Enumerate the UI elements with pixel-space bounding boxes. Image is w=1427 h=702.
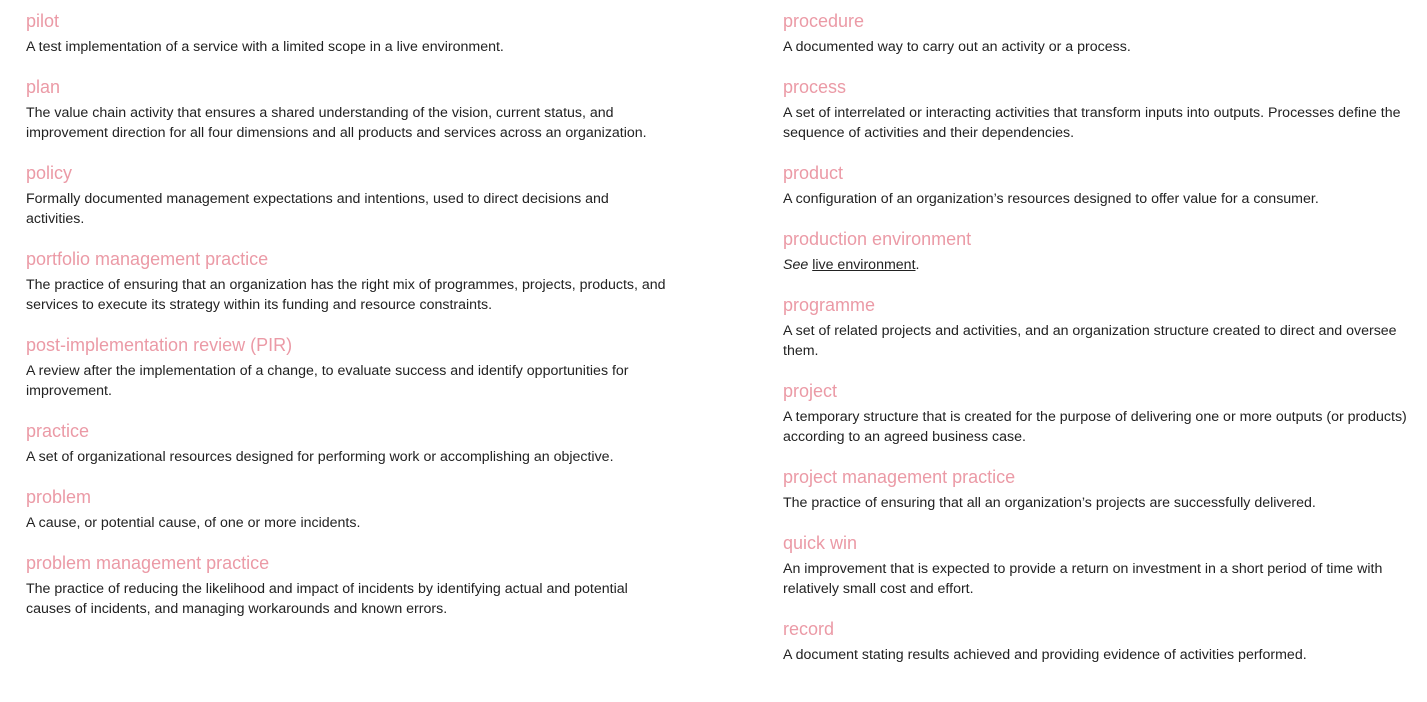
glossary-definition: A test implementation of a service with a limited scope in a live environment. xyxy=(26,39,504,55)
glossary-entry-procedure xyxy=(783,9,1408,57)
glossary-entry-pilot xyxy=(26,9,666,57)
glossary-term: problem xyxy=(26,487,92,507)
glossary-entry-project xyxy=(783,379,1408,447)
glossary-term: post-implementation review (PIR) xyxy=(26,335,293,355)
glossary-entry-problem-management-practice xyxy=(26,551,666,619)
glossary-entry-plan xyxy=(26,75,666,143)
glossary-term: programme xyxy=(783,295,876,315)
glossary-definition: A review after the implementation of a change, to evaluate success and identify opportunities for improvement. xyxy=(26,363,629,399)
glossary-entry-problem xyxy=(26,485,666,533)
glossary-right-column xyxy=(783,9,1408,683)
glossary-definition: A document stating results achieved and providing evidence of activities performed. xyxy=(783,647,1307,663)
see-prefix: See xyxy=(783,257,809,273)
glossary-entry-record xyxy=(783,617,1408,665)
glossary-entry-practice xyxy=(26,419,666,467)
glossary-definition: The practice of ensuring that an organization has the right mix of programmes, projects, products, and services to execute its strategy within its funding and resource constraints. xyxy=(26,277,666,313)
glossary-term: process xyxy=(783,77,847,97)
glossary-term: procedure xyxy=(783,11,865,31)
glossary-entry-project-management-practice xyxy=(783,465,1408,513)
glossary-definition: A set of organizational resources designed for performing work or accomplishing an objective. xyxy=(26,449,614,465)
glossary-definition: The practice of ensuring that all an organization’s projects are successfully delivered. xyxy=(783,495,1316,511)
glossary-definition: An improvement that is expected to provide a return on investment in a short period of time with relatively small cost and effort. xyxy=(783,561,1383,597)
glossary-entry-programme xyxy=(783,293,1408,361)
glossary-definition: Formally documented management expectations and intentions, used to direct decisions and activities. xyxy=(26,191,609,227)
glossary-entry-policy xyxy=(26,161,666,229)
glossary-definition: A temporary structure that is created for the purpose of delivering one or more outputs (or products) according to an agreed business case. xyxy=(783,409,1407,445)
see-suffix: . xyxy=(915,257,920,273)
glossary-left-column xyxy=(26,9,666,637)
glossary-definition: A set of related projects and activities, and an organization structure created to direct and oversee them. xyxy=(783,323,1397,359)
glossary-entry-portfolio-management-practice xyxy=(26,247,666,315)
glossary-term: portfolio management practice xyxy=(26,249,269,269)
glossary-term: project management practice xyxy=(783,467,1016,487)
glossary-entry-quick-win xyxy=(783,531,1408,599)
glossary-entry-post-implementation-review xyxy=(26,333,666,401)
glossary-definition: The value chain activity that ensures a shared understanding of the vision, current status, and improvement direction for all four dimensions and all products and services across an organization. xyxy=(26,105,647,141)
glossary-term: pilot xyxy=(26,11,60,31)
glossary-term: record xyxy=(783,619,835,639)
glossary-definition: A configuration of an organization’s resources designed to offer value for a consumer. xyxy=(783,191,1319,207)
glossary-entry-process xyxy=(783,75,1408,143)
glossary-definition: The practice of reducing the likelihood and impact of incidents by identifying actual and potential causes of incidents, and managing workarounds and known errors. xyxy=(26,581,628,617)
glossary-term: production environment xyxy=(783,229,972,249)
glossary-definition: A set of interrelated or interacting activities that transform inputs into outputs. Processes define the sequence of activities and their dependencies. xyxy=(783,105,1401,141)
glossary-term: problem management practice xyxy=(26,553,270,573)
glossary-term: project xyxy=(783,381,838,401)
glossary-definition: A documented way to carry out an activity or a process. xyxy=(783,39,1131,55)
glossary-definition xyxy=(783,255,1408,275)
glossary-term: practice xyxy=(26,421,90,441)
glossary-definition: A cause, or potential cause, of one or more incidents. xyxy=(26,515,361,531)
glossary-term: quick win xyxy=(783,533,858,553)
glossary-term: product xyxy=(783,163,844,183)
glossary-entry-production-environment xyxy=(783,227,1408,275)
glossary-term: policy xyxy=(26,163,73,183)
glossary-term: plan xyxy=(26,77,61,97)
live-environment-link[interactable]: live environment xyxy=(812,257,916,273)
glossary-entry-product xyxy=(783,161,1408,209)
